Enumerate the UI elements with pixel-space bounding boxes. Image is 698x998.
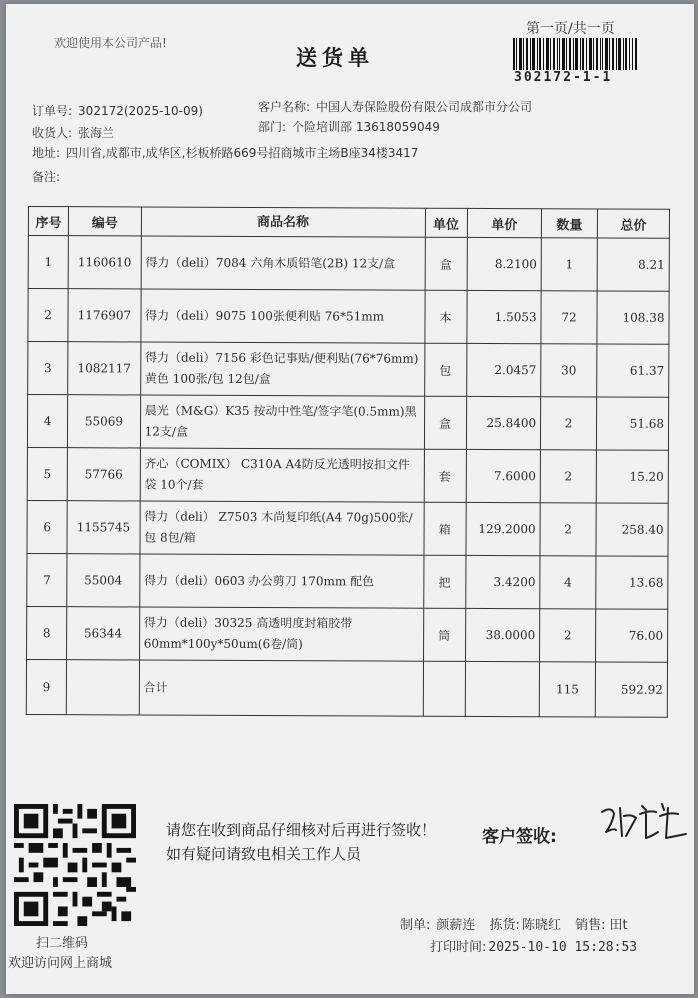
row-index: 5 [27, 447, 67, 500]
header-unit: 单位 [425, 208, 467, 237]
row-unit: 盒 [424, 396, 466, 449]
receiver-label: 收货人: [32, 126, 73, 140]
row-price: 1.5053 [466, 290, 541, 343]
row-code: 55069 [68, 395, 141, 448]
row-qty: 72 [541, 291, 597, 344]
document-title: 送货单 [296, 46, 374, 70]
order-value: 302172(2025-10-09) [78, 104, 203, 118]
row-qty: 2 [541, 397, 597, 450]
row-qty: 1 [541, 238, 597, 291]
table-row [28, 342, 669, 398]
row-total: 51.68 [596, 397, 668, 450]
total-label: 合计 [139, 660, 423, 716]
header-name: 商品名称 [141, 207, 425, 237]
row-code: 1176907 [68, 289, 141, 342]
address [32, 144, 418, 161]
dept-value: 个险培训部 13618059049 [292, 120, 440, 134]
order-label: 订单号: [32, 104, 73, 118]
row-code: 1160610 [68, 236, 141, 289]
row-total: 258.40 [596, 503, 668, 556]
row-qty: 2 [540, 503, 596, 556]
row-name: 得力（deli）9075 100张便利贴 76*51mm [141, 289, 425, 343]
qr-caption-visit: 欢迎访问网上商城 [8, 956, 113, 971]
address-label: 地址: [32, 146, 61, 160]
maker-name: 颜薪连 [436, 918, 476, 933]
row-code: 55004 [67, 554, 140, 607]
row-index: 2 [28, 289, 68, 342]
sales-label: 销售: [575, 918, 606, 933]
row-index: 8 [27, 606, 67, 659]
row-qty: 4 [540, 556, 596, 609]
row-total: 15.20 [596, 450, 668, 503]
row-unit: 本 [424, 290, 466, 343]
row-name: 得力（deli）7084 六角木质铅笔(2B) 12支/盒 [141, 236, 425, 290]
total-index: 9 [26, 659, 66, 714]
qr-caption-scan: 扫二维码 [36, 936, 89, 951]
customer-signature [596, 794, 692, 844]
address-value: 四川省,成都市,成华区,杉板桥路669号招商城市主场B座34楼3417 [66, 146, 419, 160]
row-name: 晨光（M&G）K35 按动中性笔/签字笔(0.5mm)黑 12支/盒 [140, 395, 424, 449]
page-info: 第一页/共一页 [526, 21, 615, 37]
row-qty: 2 [540, 609, 596, 662]
row-index: 1 [28, 236, 68, 289]
row-total: 61.37 [597, 344, 669, 397]
barcode-image [513, 38, 637, 70]
print-time-value: 2025-10-10 15:28:53 [488, 940, 638, 955]
row-price: 2.0457 [466, 343, 541, 396]
row-total: 8.21 [597, 238, 669, 291]
order-number [32, 102, 203, 119]
delivery-note-paper [6, 4, 694, 994]
receiver-value: 张海兰 [78, 126, 115, 140]
row-unit: 箱 [423, 502, 465, 555]
welcome-text: 欢迎使用本公司产品! [54, 36, 167, 50]
table-row [27, 447, 668, 503]
row-code: 1082117 [68, 342, 141, 395]
row-code: 56344 [67, 607, 140, 660]
table-row [28, 289, 669, 345]
barcode-number: 302172-1-1 [514, 70, 613, 85]
row-name: 得力（deli） Z7503 木尚复印纸(A4 70g)500张/包 8包/箱 [140, 501, 424, 555]
header-code: 编号 [68, 207, 141, 236]
row-name: 得力（deli）0603 办公剪刀 170mm 配色 [139, 554, 423, 608]
department [258, 118, 440, 135]
header-total: 总价 [597, 209, 669, 238]
maker-label: 制单: [400, 918, 431, 933]
total-qty: 115 [539, 662, 595, 717]
table-row [27, 500, 668, 556]
dept-label: 部门: [258, 120, 287, 134]
qr-code-image [14, 804, 136, 926]
customer-sign-label: 客户签收: [482, 827, 557, 847]
row-price: 129.2000 [466, 502, 541, 555]
row-unit: 套 [424, 449, 466, 502]
total-amount: 592.92 [595, 662, 667, 717]
customer-label: 客户名称: [258, 100, 311, 114]
row-total: 13.68 [596, 556, 668, 609]
items-table [26, 206, 670, 718]
row-name: 齐心（COMIX） C310A A4防反光透明按扣文件袋 10个/套 [140, 448, 424, 502]
total-unit-empty [423, 661, 465, 716]
table-header-row [28, 207, 669, 239]
remark-label: 备注: [32, 170, 61, 184]
row-total: 108.38 [597, 291, 669, 344]
header-price: 单价 [467, 208, 542, 237]
row-total: 76.00 [595, 609, 667, 662]
picker-label: 拣货: [489, 918, 520, 933]
row-qty: 2 [540, 450, 596, 503]
row-index: 6 [27, 500, 67, 553]
sign-notice: 请您在收到商品仔细核对后再进行签收！如有疑问请致电相关工作人员 [166, 821, 437, 863]
row-unit: 把 [423, 555, 465, 608]
row-price: 3.4200 [465, 555, 540, 608]
table-row [28, 236, 669, 292]
header-index: 序号 [28, 207, 68, 236]
picker-name: 陈晓红 [521, 918, 561, 933]
row-unit: 包 [424, 343, 466, 396]
total-row [26, 659, 667, 717]
print-time-label: 打印时间: [430, 940, 487, 955]
row-price: 7.6000 [466, 449, 541, 502]
row-price: 8.2100 [467, 237, 542, 290]
customer-name [258, 98, 532, 115]
row-price: 38.0000 [465, 608, 540, 661]
row-name: 得力（deli）7156 彩色记事贴/便利贴(76*76mm) 黄色 100张/包 12包/盒 [140, 342, 424, 396]
row-code: 1155745 [67, 501, 140, 554]
sales-name: 田t [609, 918, 628, 933]
table-row [27, 553, 668, 609]
receiver [32, 124, 114, 141]
row-unit: 盒 [425, 237, 467, 290]
table-row [27, 606, 668, 662]
total-code-empty [66, 660, 139, 715]
row-index: 3 [28, 342, 68, 395]
print-time [430, 936, 637, 955]
table-row [27, 395, 668, 451]
row-index: 7 [27, 553, 67, 606]
row-index: 4 [27, 395, 67, 448]
row-name: 得力（deli）30325 高透明度封箱胶带 60mm*100y*50um(6卷/筒) [139, 607, 423, 661]
total-price-empty [465, 661, 540, 716]
row-code: 57766 [67, 448, 140, 501]
row-unit: 筒 [423, 608, 465, 661]
header-qty: 数量 [541, 209, 597, 238]
remark [32, 168, 66, 185]
row-price: 25.8400 [466, 396, 541, 449]
customer-value: 中国人寿保险股份有限公司成都市分公司 [316, 100, 533, 114]
row-qty: 30 [541, 344, 597, 397]
staff-line [400, 914, 628, 933]
